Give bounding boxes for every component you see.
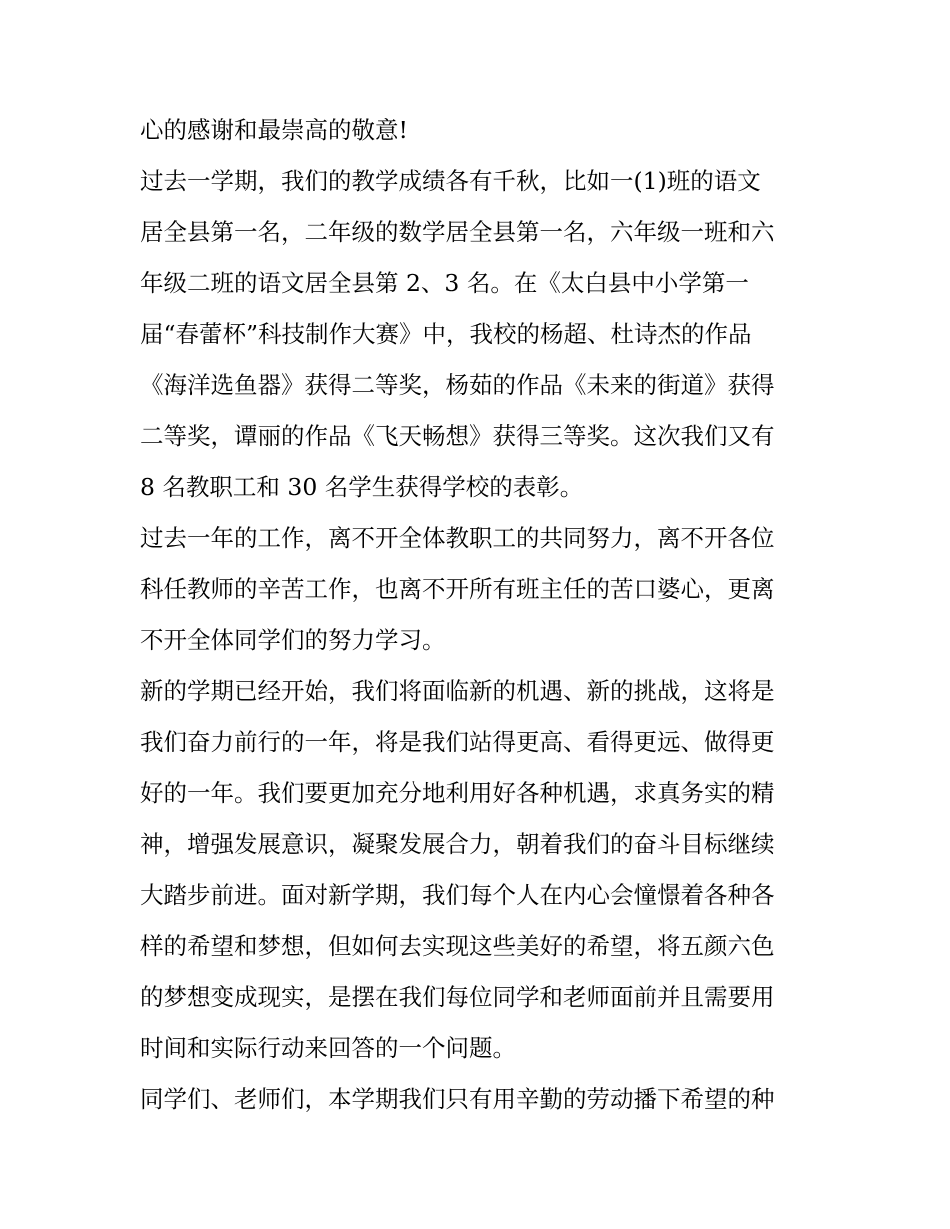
text-line: 我们奋力前行的一年，将是我们站得更高、看得更远、做得更 [140, 728, 775, 756]
text-line: 科任教师的辛苦工作，也离不开所有班主任的苦口婆心，更离 [140, 575, 775, 603]
text-line: 《海洋选鱼器》获得二等奖，杨茹的作品《未来的街道》获得 [140, 371, 775, 399]
text-line: 同学们、老师们，本学期我们只有用辛勤的劳动播下希望的种 [140, 1085, 775, 1113]
text-line: 年级二班的语文居全县第 2、3 名。在《太白县中小学第一 [140, 269, 749, 297]
text-line: 好的一年。我们要更加充分地利用好各种机遇，求真务实的精 [140, 779, 775, 807]
text-line: 过去一学期，我们的教学成绩各有千秋，比如一(1)班的语文 [140, 167, 761, 195]
text-line: 的梦想变成现实，是摆在我们每位同学和老师面前并且需要用 [140, 983, 775, 1011]
text-line: 8 名教职工和 30 名学生获得学校的表彰。 [140, 473, 584, 501]
text-line: 届“春蕾杯”科技制作大赛》中，我校的杨超、杜诗杰的作品 [140, 320, 752, 348]
text-line: 二等奖，谭丽的作品《飞天畅想》获得三等奖。这次我们又有 [140, 422, 775, 450]
text-line: 时间和实际行动来回答的一个问题。 [140, 1034, 516, 1062]
text-line: 大踏步前进。面对新学期，我们每个人在内心会憧憬着各种各 [140, 881, 775, 909]
text-line: 心的感谢和最崇高的敬意! [140, 116, 408, 144]
text-line: 不开全体同学们的努力学习。 [140, 626, 446, 654]
text-line: 新的学期已经开始，我们将面临新的机遇、新的挑战，这将是 [140, 677, 775, 705]
text-line: 神，增强发展意识，凝聚发展合力，朝着我们的奋斗目标继续 [140, 830, 775, 858]
text-line: 居全县第一名，二年级的数学居全县第一名，六年级一班和六 [140, 218, 775, 246]
text-line: 过去一年的工作，离不开全体教职工的共同努力，离不开各位 [140, 524, 775, 552]
text-line: 样的希望和梦想，但如何去实现这些美好的希望，将五颜六色 [140, 932, 775, 960]
